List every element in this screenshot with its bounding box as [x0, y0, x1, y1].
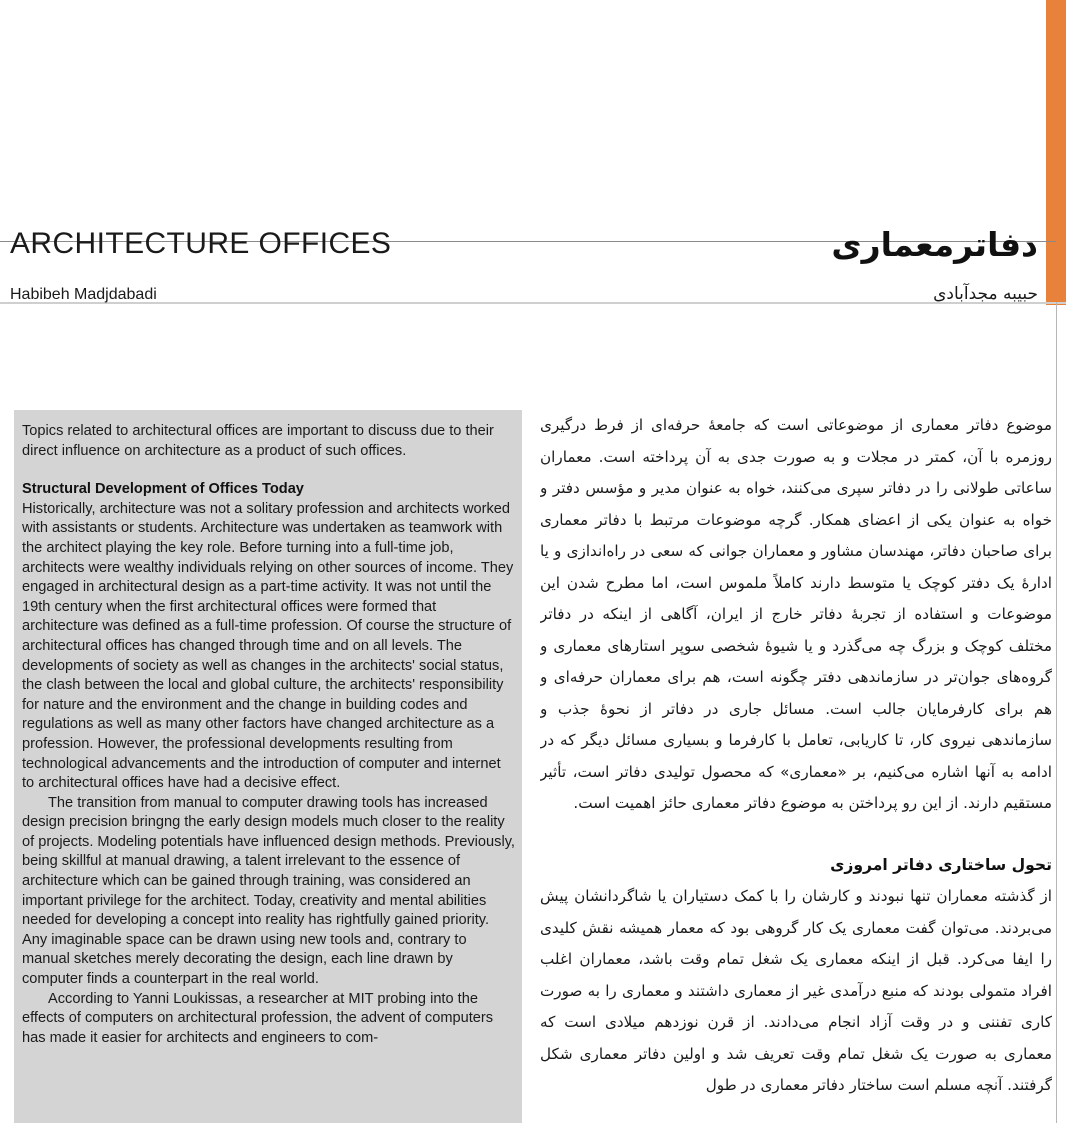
page-title-persian: دفاترمعماری	[831, 225, 1038, 265]
english-text-column	[14, 410, 522, 1123]
section-heading-persian: تحول ساختاری دفاتر امروزی	[830, 855, 1052, 874]
persian-paragraph-2: از گذشته معماران تنها نبودند و کارشان را با کمک دستیاران یا شاگردانشان پیش می‌بردند. می‌توان گفت معماری یک کار گروهی بود که معمار همیشه نقش کلیدی را ایفا می‌کرد. قبل از اینکه معماری یک شغل تمام وقت باشد، معماران اغلب افراد متمولی بودند که منبع درآمدی غیر از معماری داشتند و معماری را به صورت کاری تفننی و در وقت آزاد انجام می‌دادند. از قرن نوزدهم میلادی است که معماری به صورت یک شغل تمام وقت تعریف شد و اولین دفاتر معماری شکل گرفتند. آنچه مسلم است ساختار دفاتر معماری در طول	[540, 887, 1052, 1094]
body-paragraph-2: The transition from manual to computer drawing tools has increased design precision bringng the early design models much closer to the reality of projects. Modeling potentials have influenced design methods. Previously, being skillful at manual drawing, a talent irrelevant to the essence of architecture which can be gained through training, was considered an important privilege for the architect. Today, creativity and mental abilities needed for developing a concept into reality has rightfully gained priority. Any imaginable space can be drawn using new tools and, contrary to manual sketches merely decorating the design, each line drawn by computer finds a counterpart in the real world.	[22, 794, 515, 988]
abstract-paragraph: Topics related to architectural offices are important to discuss due to their direct influence on architecture as a product of such offices.	[22, 423, 494, 459]
persian-paragraph-spacer	[540, 820, 1052, 850]
paragraph-spacer	[22, 461, 516, 480]
orange-accent-bar	[1046, 0, 1066, 305]
author-name-english: Habibeh Madjdabadi	[10, 286, 157, 303]
section-heading-english: Structural Development of Offices Today	[22, 481, 304, 498]
column-separator-line	[1056, 302, 1057, 1123]
body-paragraph-1: Historically, architecture was not a solitary profession and architects worked with assistants or students. Architecture was undertaken as teamwork with the architect playing the key role. Before turning into a full-time job, architects were wealthy individuals relying on other sources of income. They engaged in architectural design as a part-time activity. It was not until the 19th century when the first architectural offices were formed that architecture was defined as a full-time profession. Of course the structure of architectural offices has changed through time and on all levels. The developments of society as well as changes in the architects' social status, the clash between the local and global culture, the architects' responsibility for nature and the environment and the change in building codes and regulations as well as many other factors have changed architecture as a profession. However, the professional developments resulting from technological advancements and the introduction of computer and internet to architectural offices have had a decisive effect.	[22, 500, 514, 792]
author-name-persian: حبیبه مجدآبادی	[933, 284, 1038, 304]
body-paragraph-3: According to Yanni Loukissas, a researcher at MIT probing into the effects of computers on architectural profession, the advent of computers has made it easier for architects and engineers to com-	[22, 990, 494, 1046]
persian-paragraph-1: موضوع دفاتر معماری از موضوعاتی است که جامعهٔ حرفه‌ای از فرط درگیری روزمره با آن، کمتر در مجلات و به صورت جدی به آن پرداخته است. معماران ساعاتی طولانی را در دفاتر سپری می‌کنند، خواه به عنوان مدیر و مؤسس دفتر و خواه به عنوان یکی از اعضای همکار. گرچه موضوعات مرتبط با دفاتر معماری برای صاحبان دفاتر، مهندسان مشاور و معماران جوانی که سعی در راه‌اندازی و یا ادارهٔ یک دفتر کوچک یا متوسط دارند کاملاً ملموس است، اما مطرح شدن این موضوعات و استفاده از تجربهٔ دفاتر خارج از ایران، آگاهی از اینکه در دفاتر مختلف کوچک و بزرگ چه می‌گذرد و یا شیوهٔ شخصی سوپر استارهای معماری و گروه‌های جوان‌تر در سازماندهی دفتر چگونه است، هم برای معماران حرفه‌ای و هم برای کارفرمایان جالب است. مسائل جاری در دفاتر از نحوهٔ جذب و سازماندهی نیروی کار، تا کاریابی، تعامل با کارفرما و بسیاری مسائل دیگر که در ادامه به آنها اشاره می‌کنیم، بر «معماری» که محصول تولیدی دفاتر است، تأثیر مستقیم دارند. از این رو پرداختن به موضوع دفاتر معماری حائز اهمیت است.	[540, 416, 1052, 812]
page-title-english: ARCHITECTURE OFFICES	[10, 227, 392, 261]
header-divider-bottom	[0, 302, 1066, 304]
persian-text-column	[540, 410, 1052, 1123]
